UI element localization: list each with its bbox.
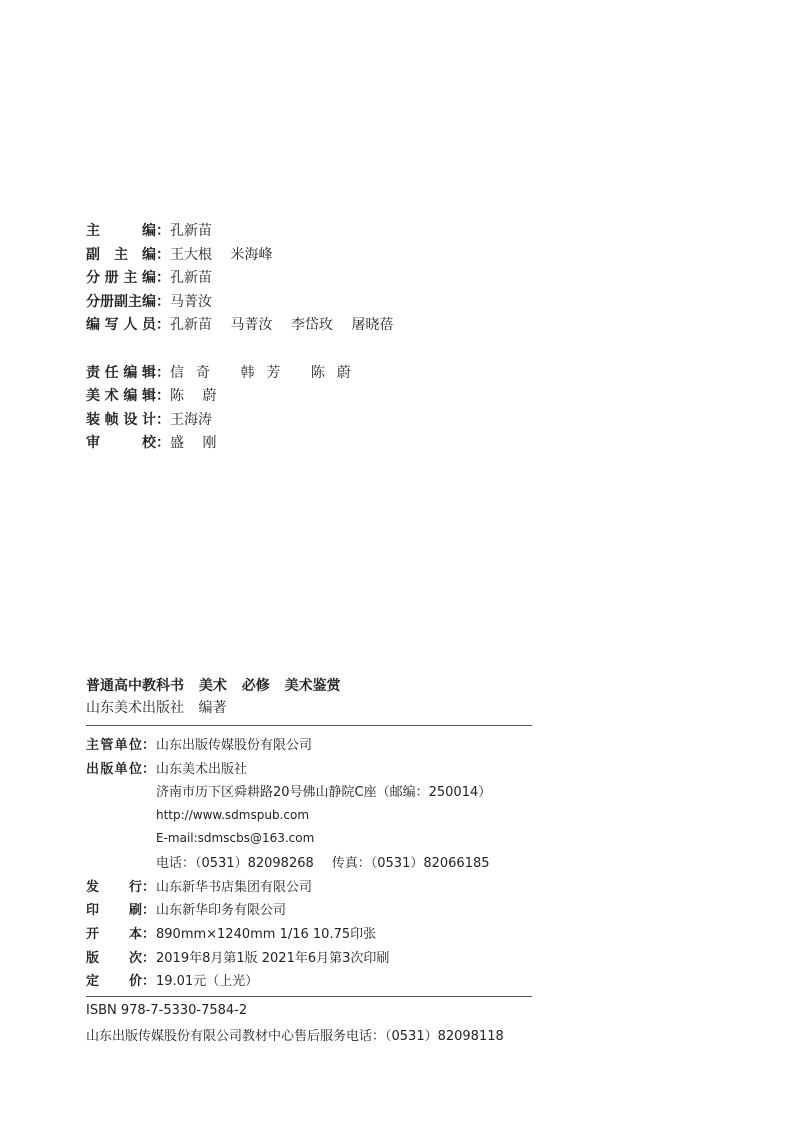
credit-value: 孔新苗 马菁汝 李岱玫 屠晓蓓 [170, 317, 394, 333]
editorial-credits [86, 220, 606, 456]
credit-row-volume-editor [86, 267, 606, 291]
credit-colon: ： [156, 411, 170, 428]
pub-value: 19.01元（上光） [156, 974, 259, 990]
credit-value: 盛 刚 [170, 435, 217, 451]
credit-row-art-editor [86, 385, 606, 409]
credit-row-responsible-editor [86, 362, 606, 386]
pub-label: 定价 [86, 974, 142, 990]
credit-colon: ： [156, 223, 170, 239]
pub-colon: ： [142, 903, 156, 919]
credit-colon: ： [156, 435, 170, 451]
credit-colon: ： [156, 317, 170, 333]
pub-row-supervisor [86, 732, 532, 756]
divider [86, 725, 532, 726]
credit-label: 主编 [86, 223, 156, 239]
credit-label: 责任编辑 [86, 364, 156, 381]
pub-value: 山东出版传媒股份有限公司 [156, 738, 313, 754]
imprint-block [86, 675, 532, 1049]
credit-value: 马菁汝 [170, 293, 212, 310]
credit-row-chief-editor [86, 220, 606, 244]
credit-label: 审校 [86, 435, 156, 451]
credit-row-binding-design [86, 409, 606, 433]
pub-row-address [86, 779, 532, 803]
credit-label: 分册主编 [86, 270, 156, 286]
pub-row-website [86, 803, 532, 827]
pub-label: 印刷 [86, 903, 142, 919]
publisher-website: http://www.sdmspub.com [156, 807, 310, 822]
pub-label: 主管单位 [86, 738, 142, 754]
pub-value: 2019年8月第1版 2021年6月第3次印刷 [156, 950, 390, 966]
pub-label: 发行 [86, 879, 142, 895]
pub-row-price [86, 968, 532, 992]
isbn: ISBN 978-7-5330-7584-2 [86, 1002, 248, 1018]
pub-label: 出版单位 [86, 761, 142, 777]
pub-value: 山东新华书店集团有限公司 [156, 879, 313, 895]
publisher-email: E-mail:sdmscbs@163.com [156, 831, 315, 846]
credit-value: 王大根 米海峰 [170, 246, 273, 263]
credit-colon: ： [156, 388, 170, 404]
publisher-phone: 电话：（0531）82098268 [156, 856, 314, 872]
publisher-address: 济南市历下区舜耕路20号佛山静院C座（邮编：250014） [156, 785, 492, 801]
pub-row-edition [86, 944, 532, 968]
book-title: 普通高中教科书 美术 必修 美术鉴赏 [86, 678, 341, 694]
credit-value: 王海涛 [170, 411, 212, 428]
pub-colon: ： [142, 950, 156, 966]
credit-value: 陈 蔚 [170, 388, 217, 404]
pub-row-distributor [86, 874, 532, 898]
pub-colon: ： [142, 879, 156, 895]
credit-label: 分册副主编 [86, 293, 156, 310]
credit-label: 装帧设计 [86, 411, 156, 428]
pub-value: 890mm×1240mm 1/16 10.75印张 [156, 927, 377, 943]
credit-value: 信奇 韩芳 陈蔚 [170, 364, 363, 381]
pub-colon: ： [142, 738, 156, 754]
pub-colon: ： [142, 974, 156, 990]
divider [86, 996, 532, 997]
credit-value: 孔新苗 [170, 223, 212, 239]
credit-label: 副主编 [86, 246, 156, 263]
credit-colon: ： [156, 364, 170, 381]
pub-row-format [86, 921, 532, 945]
credit-label: 编写人员 [86, 317, 156, 333]
pub-row-printer [86, 897, 532, 921]
pub-label: 版次 [86, 950, 142, 966]
after-sales-service-line: 山东出版传媒股份有限公司教材中心售后服务电话：（0531）82098118 [86, 1028, 504, 1044]
publication-details [86, 732, 532, 992]
credit-row-volume-deputy-editor [86, 291, 606, 315]
credit-colon: ： [156, 246, 170, 263]
credit-row-writers [86, 314, 606, 338]
book-editor: 山东美术出版社 编著 [86, 700, 227, 716]
publisher-fax: 传真：（0531）82066185 [331, 856, 490, 872]
pub-value: 山东新华印务有限公司 [156, 903, 287, 919]
publisher-contact [156, 852, 490, 871]
pub-colon: ： [142, 927, 156, 943]
credit-row-deputy-chief-editor [86, 244, 606, 268]
pub-colon: ： [142, 761, 156, 777]
credit-label: 美术编辑 [86, 388, 156, 404]
credit-colon: ： [156, 293, 170, 310]
pub-label: 开本 [86, 927, 142, 943]
pub-row-email [86, 826, 532, 850]
credit-colon: ： [156, 270, 170, 286]
credit-row-proofreader [86, 432, 606, 456]
credit-value: 孔新苗 [170, 270, 212, 286]
publisher-name: 山东美术出版社 [156, 761, 248, 777]
pub-row-publisher [86, 756, 532, 780]
pub-row-contact [86, 850, 532, 874]
